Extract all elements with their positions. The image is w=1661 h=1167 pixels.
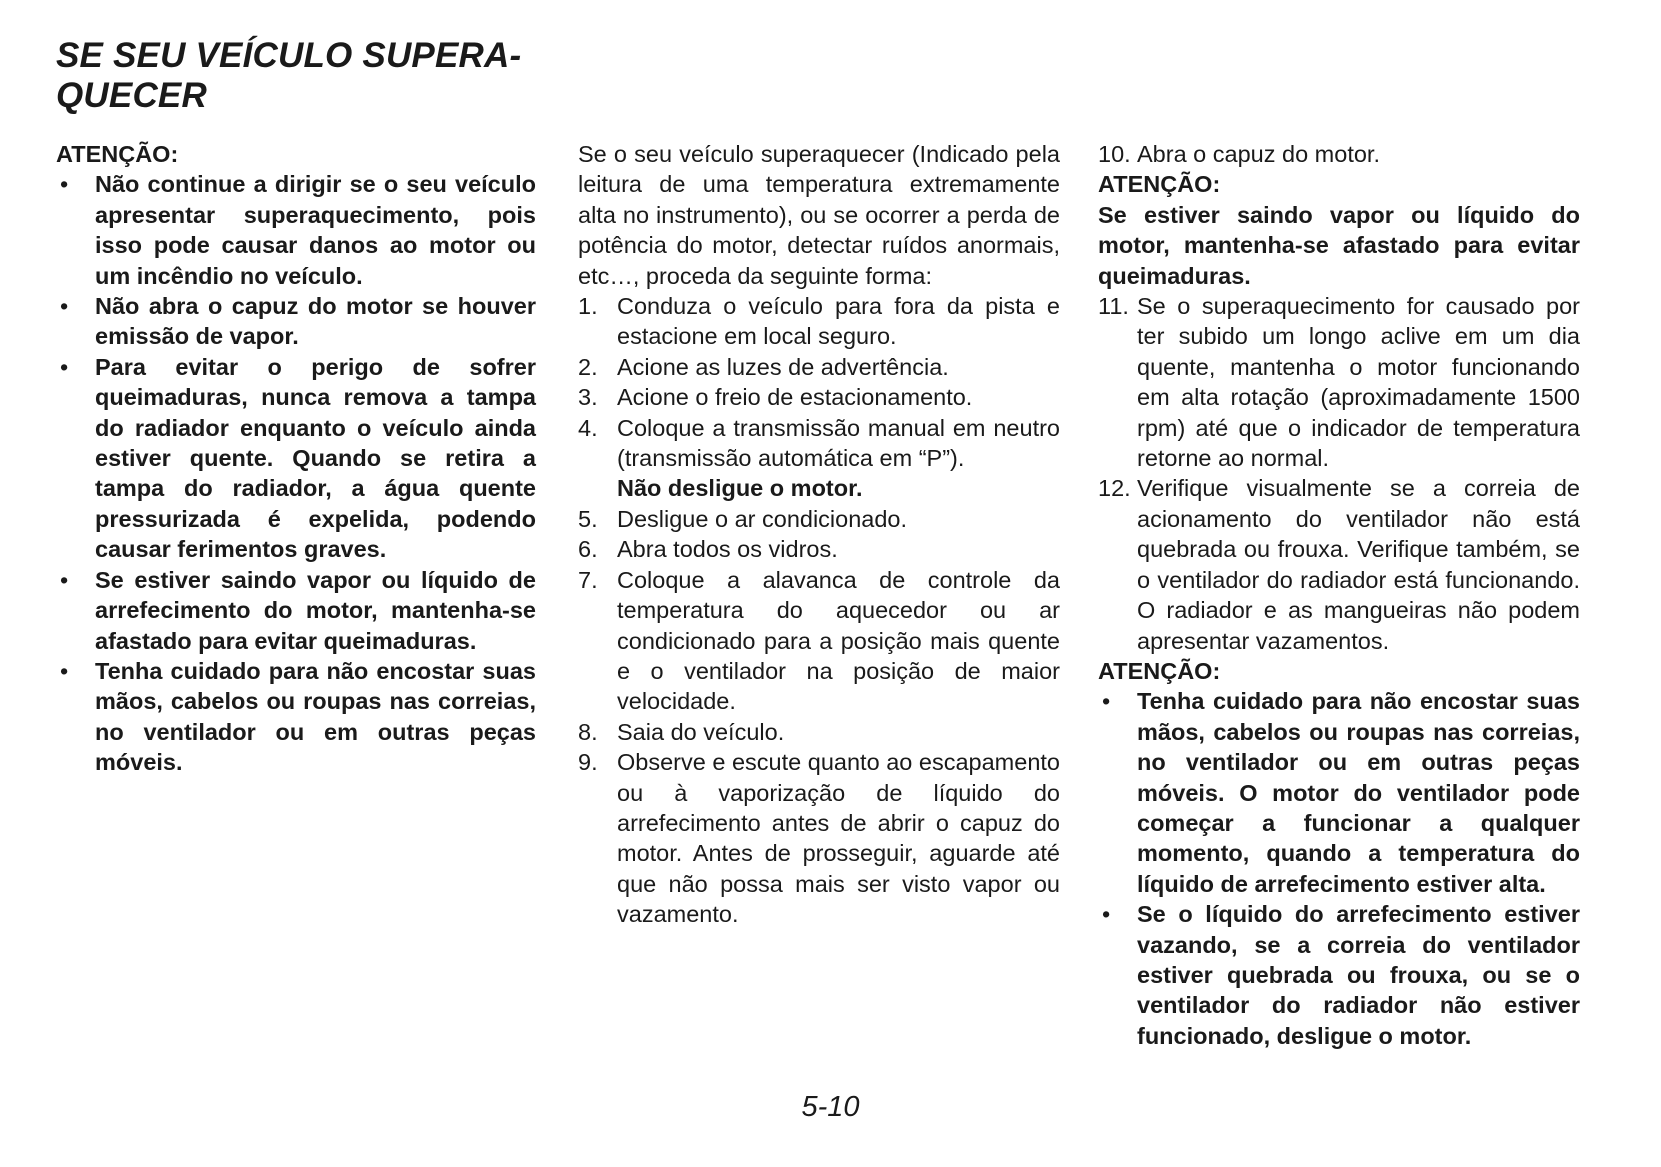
- step-number: 5.: [578, 505, 598, 532]
- title-line-1: SE SEU VEÍCULO SUPERA-: [56, 36, 522, 75]
- step-item: [578, 534, 1060, 564]
- step-item: [578, 504, 1060, 534]
- procedure-steps: [578, 291, 1060, 930]
- step-item: [1098, 291, 1580, 473]
- warning-heading: ATENÇÃO:: [56, 141, 179, 167]
- step-text: Desligue o ar condicionado.: [617, 505, 908, 532]
- step-item: [578, 352, 1060, 382]
- column-1: [56, 139, 536, 778]
- step-number: 1.: [578, 293, 598, 320]
- step-text: Saia do veículo.: [617, 718, 785, 745]
- step-item: [1098, 473, 1580, 655]
- step-item: [578, 747, 1060, 929]
- step-number: 11.: [1098, 293, 1129, 320]
- step-number: 8.: [578, 718, 598, 745]
- step-text: Acione as luzes de advertência.: [617, 353, 949, 380]
- procedure-steps-continued: [1098, 139, 1580, 169]
- step-text: Acione o freio de estacionamento.: [617, 384, 973, 411]
- title-line-2: QUECER: [56, 76, 207, 115]
- step-text: Conduza o veículo para fora da pista e estacione em local seguro.: [617, 293, 1060, 350]
- step-number: 7.: [578, 566, 598, 593]
- step-note: Não desligue o motor.: [617, 475, 863, 502]
- warning-heading: ATENÇÃO:: [1098, 171, 1221, 198]
- step-text: Coloque a alavanca de controle da temperatura do aquecedor ou ar condicionado para a posição mais quente e o ventilador na posição de maior velocidade.: [617, 566, 1060, 715]
- column-2: [578, 139, 1060, 930]
- warning-item: • Tenha cuidado para não encostar suas mãos, cabelos ou roupas nas correias, no ventilador ou em outras peças móveis. O motor do ventilador pode começar a funcionar a qualquer momento, quando a temperatura do líquido de arrefecimento estiver alta.: [1098, 686, 1580, 899]
- step-item: [578, 291, 1060, 352]
- page-title: [56, 36, 576, 116]
- step-text: Se o superaquecimento for causado por ter subido um longo aclive em um dia quente, mantenha o motor funcionando em alta rotação (aproximadamente 1500 rpm) até que o indicador de temperatura retorne ao normal.: [1137, 293, 1580, 472]
- column-3: [1098, 139, 1580, 1051]
- step-item: [578, 382, 1060, 412]
- step-number: 10.: [1098, 141, 1131, 167]
- step-number: 12.: [1098, 475, 1131, 502]
- warning-item: • Não continue a dirigir se o seu veículo apresentar superaquecimento, pois isso pode causar danos ao motor ou um incêndio no veículo.: [56, 169, 536, 291]
- step-number: 3.: [578, 384, 598, 411]
- step-text: Verifique visualmente se a correia de acionamento do ventilador não está quebrada ou frouxa. Verifique também, se o ventilador do radiador está funcionando. O radiador e as mangueiras não podem apresentar vazamentos.: [1137, 475, 1580, 654]
- warning-item: • Se o líquido do arrefecimento estiver vazando, se a correia do ventilador estiver quebrada ou frouxa, ou se o ventilador do radiador não estiver funcionado, desligue o motor.: [1098, 899, 1580, 1051]
- step-text: Coloque a transmissão manual em neutro (transmissão automática em “P”).: [617, 414, 1060, 472]
- intro-paragraph: Se o seu veículo superaquecer (Indicado pela leitura de uma temperatura extremamente alta no instrumento), ou se ocorrer a perda de potência do motor, detectar ruídos anormais, etc…, proceda da seguinte forma:: [578, 141, 1060, 289]
- page-number: 5-10: [801, 1091, 860, 1123]
- step-item: [578, 717, 1060, 747]
- warning-paragraph: Se estiver saindo vapor ou líquido do motor, mantenha-se afastado para evitar queimaduras.: [1098, 201, 1580, 289]
- step-text: Abra todos os vidros.: [617, 536, 838, 563]
- procedure-steps-final: [1098, 291, 1580, 656]
- step-number: 2.: [578, 353, 598, 380]
- step-number: 9.: [578, 749, 598, 776]
- warning-list: [1098, 686, 1580, 1051]
- warning-item: • Se estiver saindo vapor ou líquido de arrefecimento do motor, mantenha-se afastado para evitar queimaduras.: [56, 565, 536, 656]
- warning-item: • Não abra o capuz do motor se houver emissão de vapor.: [56, 291, 536, 352]
- step-item: [1098, 139, 1580, 169]
- step-number: 4.: [578, 414, 598, 441]
- warning-heading: ATENÇÃO:: [1098, 657, 1221, 684]
- step-number: 6.: [578, 536, 598, 563]
- step-item: [578, 565, 1060, 717]
- step-text: Abra o capuz do motor.: [1137, 141, 1380, 167]
- step-text: Observe e escute quanto ao escapamento ou à vaporização de líquido do arrefecimento antes de abrir o capuz do motor. Antes de prosseguir, aguarde até que não possa mais ser visto vapor ou vazamento.: [617, 749, 1060, 928]
- warning-item: • Para evitar o perigo de sofrer queimaduras, nunca remova a tampa do radiador enquanto o veículo ainda estiver quente. Quando se retira a tampa do radiador, a água quente pressurizada é expelida, podendo causar ferimentos graves.: [56, 352, 536, 565]
- step-item: [578, 413, 1060, 504]
- warning-item: • Tenha cuidado para não encostar suas mãos, cabelos ou roupas nas correias, no ventilador ou em outras peças móveis.: [56, 656, 536, 778]
- warning-list: [56, 169, 536, 777]
